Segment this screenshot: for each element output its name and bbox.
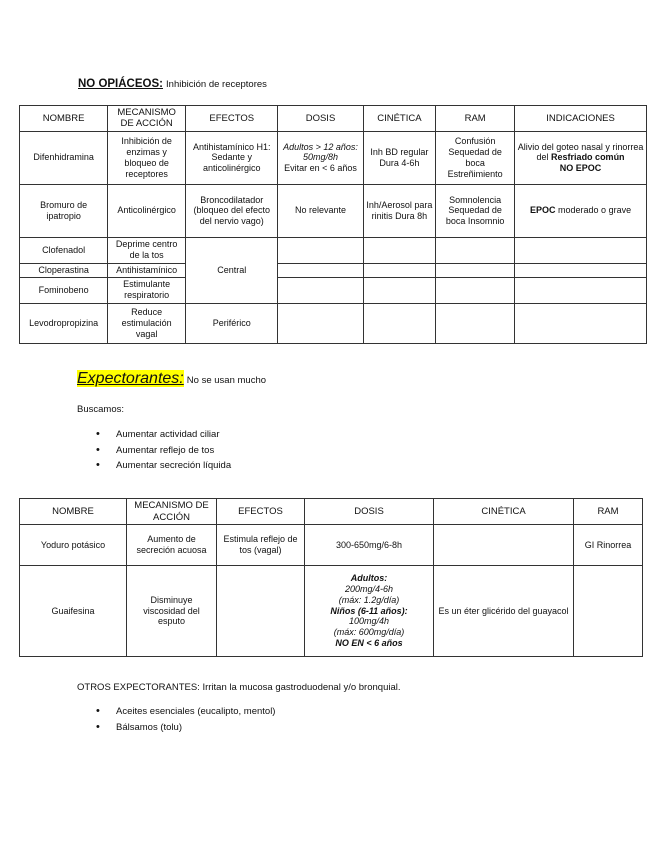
cell-mecanismo: Deprime centro de la tos xyxy=(108,237,186,263)
cell-empty xyxy=(363,237,436,263)
cell-dosis xyxy=(278,131,363,184)
cell-mecanismo: Anticolinérgico xyxy=(108,184,186,237)
header-cell: NOMBRE xyxy=(20,106,108,132)
cell-dosis: 300-650mg/6-8h xyxy=(305,525,434,566)
indicacion-text: moderado o grave xyxy=(555,205,632,216)
list-item: • Aumentar actividad ciliar xyxy=(96,429,231,445)
cell-efectos: Periférico xyxy=(186,303,278,343)
header-cell: CINÉTICA xyxy=(434,499,574,525)
cell-nombre: Difenhidramina xyxy=(20,131,108,184)
cell-empty xyxy=(278,263,363,277)
section-subtitle: No se usan mucho xyxy=(186,375,267,386)
cell-cinetica: Es un éter glicérido del guayacol xyxy=(434,566,574,657)
table-row xyxy=(20,184,647,237)
cell-efectos: Antihistamínico H1: Sedante y anticolinérgico xyxy=(186,131,278,184)
buscamos-list xyxy=(96,429,231,476)
cell-ram: Somnolencia Sequedad de boca Insomnio xyxy=(436,184,515,237)
table-header-row xyxy=(20,106,647,132)
cell-empty xyxy=(515,237,647,263)
cell-nombre: Fominobeno xyxy=(20,277,108,303)
dosis-line: Evitar en < 6 años xyxy=(284,163,357,174)
dosis-line: NO EN < 6 años xyxy=(335,637,403,648)
otros-expectorantes-text: OTROS EXPECTORANTES: Irritan la mucosa gastroduodenal y/o bronquial. xyxy=(77,682,401,693)
dosis-line: 200mg/4-6h xyxy=(344,584,394,594)
cell-mecanismo: Aumento de secreción acuosa xyxy=(127,525,217,566)
cell-cinetica: Inh BD regular Dura 4-6h xyxy=(363,131,436,184)
indicacion-bold: EPOC xyxy=(530,205,556,216)
dosis-line: Adultos: xyxy=(350,573,388,584)
header-cell: MECANISMO DE ACCIÓN xyxy=(127,499,217,525)
cell-empty xyxy=(515,303,647,343)
header-cell: DOSIS xyxy=(278,106,363,132)
expectorantes-table xyxy=(19,498,643,657)
cell-indicaciones xyxy=(515,131,647,184)
cell-empty xyxy=(363,277,436,303)
cell-efectos: Estimula reflejo de tos (vagal) xyxy=(217,525,305,566)
cell-mecanismo: Reduce estimulación vagal xyxy=(108,303,186,343)
cell-mecanismo: Inhibición de enzimas y bloqueo de receptores xyxy=(108,131,186,184)
cell-empty xyxy=(278,303,363,343)
cell-empty xyxy=(278,277,363,303)
table-row xyxy=(20,263,647,277)
cell-empty xyxy=(436,277,515,303)
list-item: • Aumentar secreción líquida xyxy=(96,460,231,476)
dosis-line: 100mg/4h xyxy=(348,616,390,627)
table-row xyxy=(20,131,647,184)
cell-empty xyxy=(515,277,647,303)
otros-expectorantes-list xyxy=(96,706,275,737)
buscamos-label: Buscamos: xyxy=(77,404,124,415)
cell-empty xyxy=(574,566,643,657)
section-title-expectorantes xyxy=(77,370,266,388)
table-row xyxy=(20,525,643,566)
list-item: • Bálsamos (tolu) xyxy=(96,722,275,738)
table-header-row xyxy=(20,499,643,525)
list-item: • Aumentar reflejo de tos xyxy=(96,445,231,461)
cell-dosis xyxy=(305,566,434,657)
indicacion-text: Alivio del goteo nasal y rinorrea del xyxy=(517,141,644,163)
cell-empty xyxy=(363,303,436,343)
header-cell: RAM xyxy=(574,499,643,525)
cell-empty xyxy=(434,525,574,566)
cell-ram: GI Rinorrea xyxy=(574,525,643,566)
header-cell: DOSIS xyxy=(305,499,434,525)
cell-nombre: Cloperastina xyxy=(20,263,108,277)
cell-mecanismo: Disminuye viscosidad del esputo xyxy=(127,566,217,657)
table-row xyxy=(20,303,647,343)
dosis-line: (máx: 600mg/día) xyxy=(333,627,405,638)
section-subtitle: Inhibición de receptores xyxy=(166,79,267,90)
cell-nombre: Guaifesina xyxy=(20,566,127,657)
section-heading: NO OPIÁCEOS: xyxy=(78,78,163,90)
indicacion-bold: Resfriado común xyxy=(551,152,625,163)
cell-nombre: Yoduro potásico xyxy=(20,525,127,566)
section-title-no-opiaceos xyxy=(78,78,267,90)
cell-empty xyxy=(436,263,515,277)
cell-empty xyxy=(217,566,305,657)
cell-mecanismo: Antihistamínico xyxy=(108,263,186,277)
cell-indicaciones xyxy=(515,184,647,237)
header-cell: MECANISMO DE ACCIÓN xyxy=(108,106,186,132)
section-heading: Expectorantes: xyxy=(77,370,184,387)
cell-empty xyxy=(278,237,363,263)
header-cell: NOMBRE xyxy=(20,499,127,525)
cell-ram: Confusión Sequedad de boca Estreñimiento xyxy=(436,131,515,184)
header-cell: EFECTOS xyxy=(217,499,305,525)
header-cell: INDICACIONES xyxy=(515,106,647,132)
cell-efectos: Broncodilatador (bloqueo del efecto del nervio vago) xyxy=(186,184,278,237)
cell-nombre: Clofenadol xyxy=(20,237,108,263)
indicacion-warning: NO EPOC xyxy=(559,163,602,174)
table-row xyxy=(20,566,643,657)
cell-dosis: No relevante xyxy=(278,184,363,237)
header-cell: RAM xyxy=(436,106,515,132)
cell-empty xyxy=(363,263,436,277)
dosis-line: (máx: 1.2g/día) xyxy=(338,594,400,605)
cell-cinetica: Inh/Aerosol para rinitis Dura 8h xyxy=(363,184,436,237)
cell-mecanismo: Estimulante respiratorio xyxy=(108,277,186,303)
table-row xyxy=(20,277,647,303)
dosis-line: Niños (6-11 años): xyxy=(330,605,408,616)
cell-empty xyxy=(436,303,515,343)
cell-nombre: Bromuro de ipatropio xyxy=(20,184,108,237)
cell-efectos: Central xyxy=(186,237,278,303)
cell-nombre: Levodropropizina xyxy=(20,303,108,343)
cell-empty xyxy=(436,237,515,263)
header-cell: EFECTOS xyxy=(186,106,278,132)
table-row xyxy=(20,237,647,263)
cell-empty xyxy=(515,263,647,277)
dosis-line: Adultos > 12 años: 50mg/8h xyxy=(283,141,358,163)
list-item: • Aceites esenciales (eucalipto, mentol) xyxy=(96,706,275,722)
header-cell: CINÉTICA xyxy=(363,106,436,132)
no-opiaceos-table xyxy=(19,105,647,344)
